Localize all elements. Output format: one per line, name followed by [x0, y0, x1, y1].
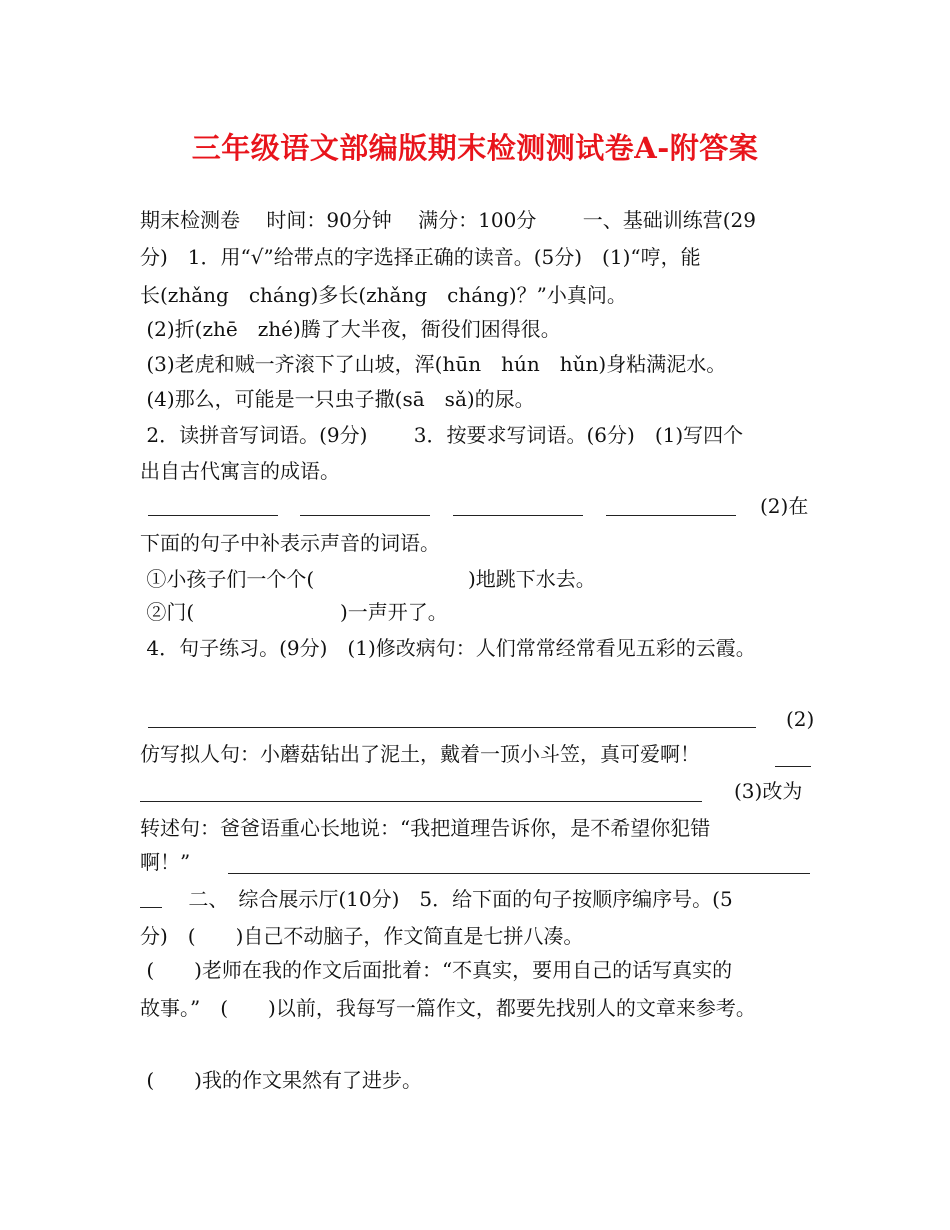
text-line: 出自古代寓言的成语。 — [140, 459, 340, 483]
answer-blank-3[interactable] — [453, 514, 583, 516]
text-line: (2)在 — [760, 494, 809, 518]
text-line: 期末检测卷 时间：90分钟 满分：100分 一、基础训练营(29 — [140, 208, 756, 232]
text-line: ( )我的作文果然有了进步。 — [140, 1068, 422, 1092]
answer-blank-1[interactable] — [148, 514, 278, 516]
text-line: (3)老虎和贼一齐滚下了山坡，浑(hūn hún hǔn)身粘满泥水。 — [140, 352, 727, 376]
answer-blank-personification[interactable] — [140, 800, 702, 802]
text-line: 分) 1．用“√”给带点的字选择正确的读音。(5分) (1)“哼，能 — [140, 245, 701, 269]
text-line: )地跳下水去。 — [468, 567, 596, 591]
answer-blank-indirect-speech[interactable] — [228, 872, 810, 874]
text-line: 故事。” ( )以前，我每写一篇作文，都要先找别人的文章来参考。 — [140, 996, 756, 1020]
text-line: 二、 综合展示厅(10分) 5．给下面的句子按顺序编序号。(5 — [162, 887, 733, 911]
text-line: 下面的句子中补表示声音的词语。 — [140, 531, 440, 555]
answer-blank-2[interactable] — [300, 514, 430, 516]
text-line: 转述句：爸爸语重心长地说：“我把道理告诉你，是不希望你犯错 — [140, 816, 711, 840]
text-line: ①小孩子们一个个( — [140, 567, 315, 591]
text-line: 仿写拟人句：小蘑菇钻出了泥土，戴着一顶小斗笠，真可爱啊！ — [140, 742, 700, 766]
text-line: (2) — [786, 707, 815, 731]
text-line: ②门( — [140, 600, 195, 624]
answer-blank-personification-start[interactable] — [775, 765, 811, 767]
document-title: 三年级语文部编版期末检测测试卷A-附答案 — [191, 131, 759, 165]
answer-blank-4[interactable] — [606, 514, 736, 516]
text-line: 长(zhǎng cháng)多长(zhǎng cháng)？”小真问。 — [140, 283, 627, 307]
answer-blank-sentence[interactable] — [148, 726, 756, 728]
text-line: 2．读拼音写词语。(9分) 3．按要求写词语。(6分) (1)写四个 — [140, 423, 744, 447]
text-line: 分) ( )自己不动脑子，作文简直是七拼八凑。 — [140, 924, 584, 948]
text-line: 4．句子练习。(9分) (1)修改病句：人们常常经常看见五彩的云霞。 — [140, 636, 756, 660]
text-line: (3)改为 — [734, 779, 803, 803]
text-line: (4)那么，可能是一只虫子撒(sā sǎ)的尿。 — [140, 387, 535, 411]
answer-blank-indirect-speech-end[interactable] — [140, 906, 162, 908]
text-line: ( )老师在我的作文后面批着：“不真实，要用自己的话写真实的 — [140, 958, 733, 982]
text-line: )一声开了。 — [340, 600, 448, 624]
text-line: 啊！” — [140, 850, 191, 874]
text-line: (2)折(zhē zhé)腾了大半夜，衙役们困得很。 — [140, 317, 561, 341]
